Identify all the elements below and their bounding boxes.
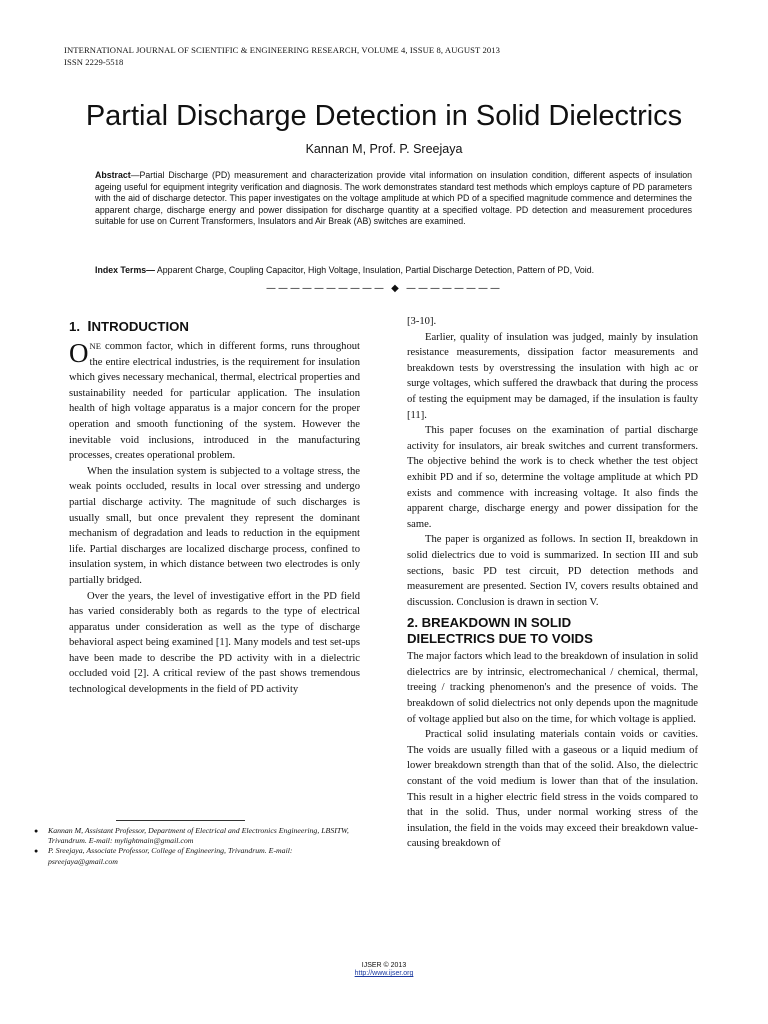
intro-paragraph-4: Earlier, quality of insulation was judged, mainly by insulation resistance measurements, dissipation factor measurements and breakdown tests by overstressing the insulation with high ac or surge voltages, which suffered the drawback that during the process of testing the equipment may be damaged, if the insulation is faulty [11]. [407,331,698,421]
index-terms [95,264,692,276]
section-2-heading-line-1: 2. BREAKDOWN IN SOLID [407,615,572,631]
section-2-heading-line-2: DIELECTRICS DUE TO VOIDS [407,631,593,647]
intro-paragraph-5: This paper focuses on the examination of partial discharge activity for insulators, air break switches and current transformers. The objective behind the work is to check whether the test object exhibit PD and if so, determine the voltage amplitude at which PD exists and commence with increasing voltage. It also finds the apparent charge, discharge energy and power dissipation for the same. [407,425,698,530]
intro-paragraph-2: When the insulation system is subjected to a voltage stress, the weak points occluded, results in local over stressing and undergo partial discharge activity. The magnitude of such discharges is usually small, but once prevalent they represent the dominant mechanism of degradation and leads to reduction in the equipment life. Partial discharges are localized discharge process, confined to insulation system, in which distance between two electrodes is only partially bridged. [69,465,360,586]
abstract [95,170,692,228]
first-word-small-caps: NE [89,341,101,351]
journal-line: INTERNATIONAL JOURNAL OF SCIENTIFIC & ENGINEERING RESEARCH, VOLUME 4, ISSUE 8, AUGUST 2013 [64,45,501,55]
intro-paragraph-1-text: common factor, which in different forms, runs throughout the entire electrical industries, is the requirement for insulation which gives necessary mechanical, thermal, electrical properties and sustainability needed for particular application. The insulation health of high voltage apparatus is a major concern for the proper operation and smooth functioning of the system. However the inevitable void inclusions, introduced in the manufacturing processes, creates operational problem. [69,341,360,462]
abstract-text: Partial Discharge (PD) measurement and characterization provide vital information on insulation condition, different aspects of insulation ageing useful for equipment integrity verification and diagnosis. The work demonstrates standard test methods which employs capture of PD parameters with the aid of discharge detector. This paper investigates on the voltage amplitude at which PD of a specified magnitude commence and determines the apparent charge, discharge energy and power dissipation for discharge quantity at a specified voltage. PD detection and measurement procedures suitable for use on Current Transformers, Insulators and Air Break (AB) switches are examined. [95,170,692,227]
section-2-heading [407,615,698,647]
drop-cap: O [69,338,89,368]
intro-paragraph-6: The paper is organized as follows. In section II, breakdown in solid dielectrics due to void is summarized. In section III and sub sections, basic PD test circuit, PD detection methods and measurement are presented. Section IV, covers results obtained and discussion. Conclusion is drawn in section V. [407,534,698,608]
bullet-icon: ● [34,847,39,856]
left-column [69,316,360,698]
section-1-number: 1. [69,319,80,334]
section-1-heading-initial: I [87,318,92,335]
page-footer [0,962,768,978]
footnote-rule [116,820,245,821]
footnote-text: P. Sreejaya, Associate Professor, College of Engineering, Trivandrum. E-mail: psreejaya@gmail.com [48,846,293,866]
abstract-label: Abstract [95,170,131,180]
intro-paragraph-1 [69,339,360,464]
index-terms-label: Index Terms— [95,265,155,275]
authors: Kannan M, Prof. P. Sreejaya [305,142,463,156]
right-column [407,314,698,852]
journal-header [64,44,500,68]
bullet-icon: ● [34,827,39,835]
intro-paragraph-3: Over the years, the level of investigative effort in the PD field has varied considerably both as regards to the type of electrical apparatus under consideration as well as the type of discharge behavioral aspect being examined [1]. Many models and test set-ups have been made to describe the PD activity with in a dielectric occluded void [2]. A critical review of the past shows tremendous technological developments in the field of PD activity [69,590,360,696]
footnote-author-1 [34,826,362,846]
index-terms-text: Apparent Charge, Coupling Capacitor, High Voltage, Insulation, Partial Discharge Detection, Pattern of PD, Void. [154,265,595,275]
footer-copyright: IJSER © 2013 [361,962,407,969]
section-2-paragraph-2: Practical solid insulating materials contain voids or cavities. The voids are usually filled with a gaseous or a liquid medium of lower breakdown strength than that of the solid. Also, the dielectric constant of the void medium is lower than that of the insulation. This result in a higher electric field stress in the voids compared to that in the solid. Thus, under normal working stress of the insulation, the field in the voids may exceed their breakdown value-causing breakdown of [407,729,698,850]
issn: ISSN 2229-5518 [64,57,124,67]
intro-paragraph-3-continued: [3-10]. [407,316,437,327]
section-1-heading-rest: NTRODUCTION [91,319,189,334]
section-2-paragraph-1: The major factors which lead to the breakdown of insulation in solid dielectrics are by intrinsic, electromechanical / chemical, thermal, treeing / tracking phenomenon's and the presence of voids. The breakdown of solid dielectrics not only depends upon the magnitude of voltage applied but also on the time, for which voltage is applied. [407,651,698,725]
paper-title: Partial Discharge Detection in Solid Dielectrics [85,100,683,132]
footnote-text: Kannan M, Assistant Professor, Department of Electrical and Electronics Engineering, LBSITW, Trivandrum. E-mail: mylightmain@gmail.com [48,826,349,846]
footnotes [34,826,362,867]
section-divider: —————————— ◆ ———————— [265,283,503,294]
section-1-heading [69,319,360,335]
footer-url-link[interactable]: http://www.ijser.org [354,970,414,977]
footnote-author-2 [34,846,362,866]
abstract-dash: — [130,170,140,180]
